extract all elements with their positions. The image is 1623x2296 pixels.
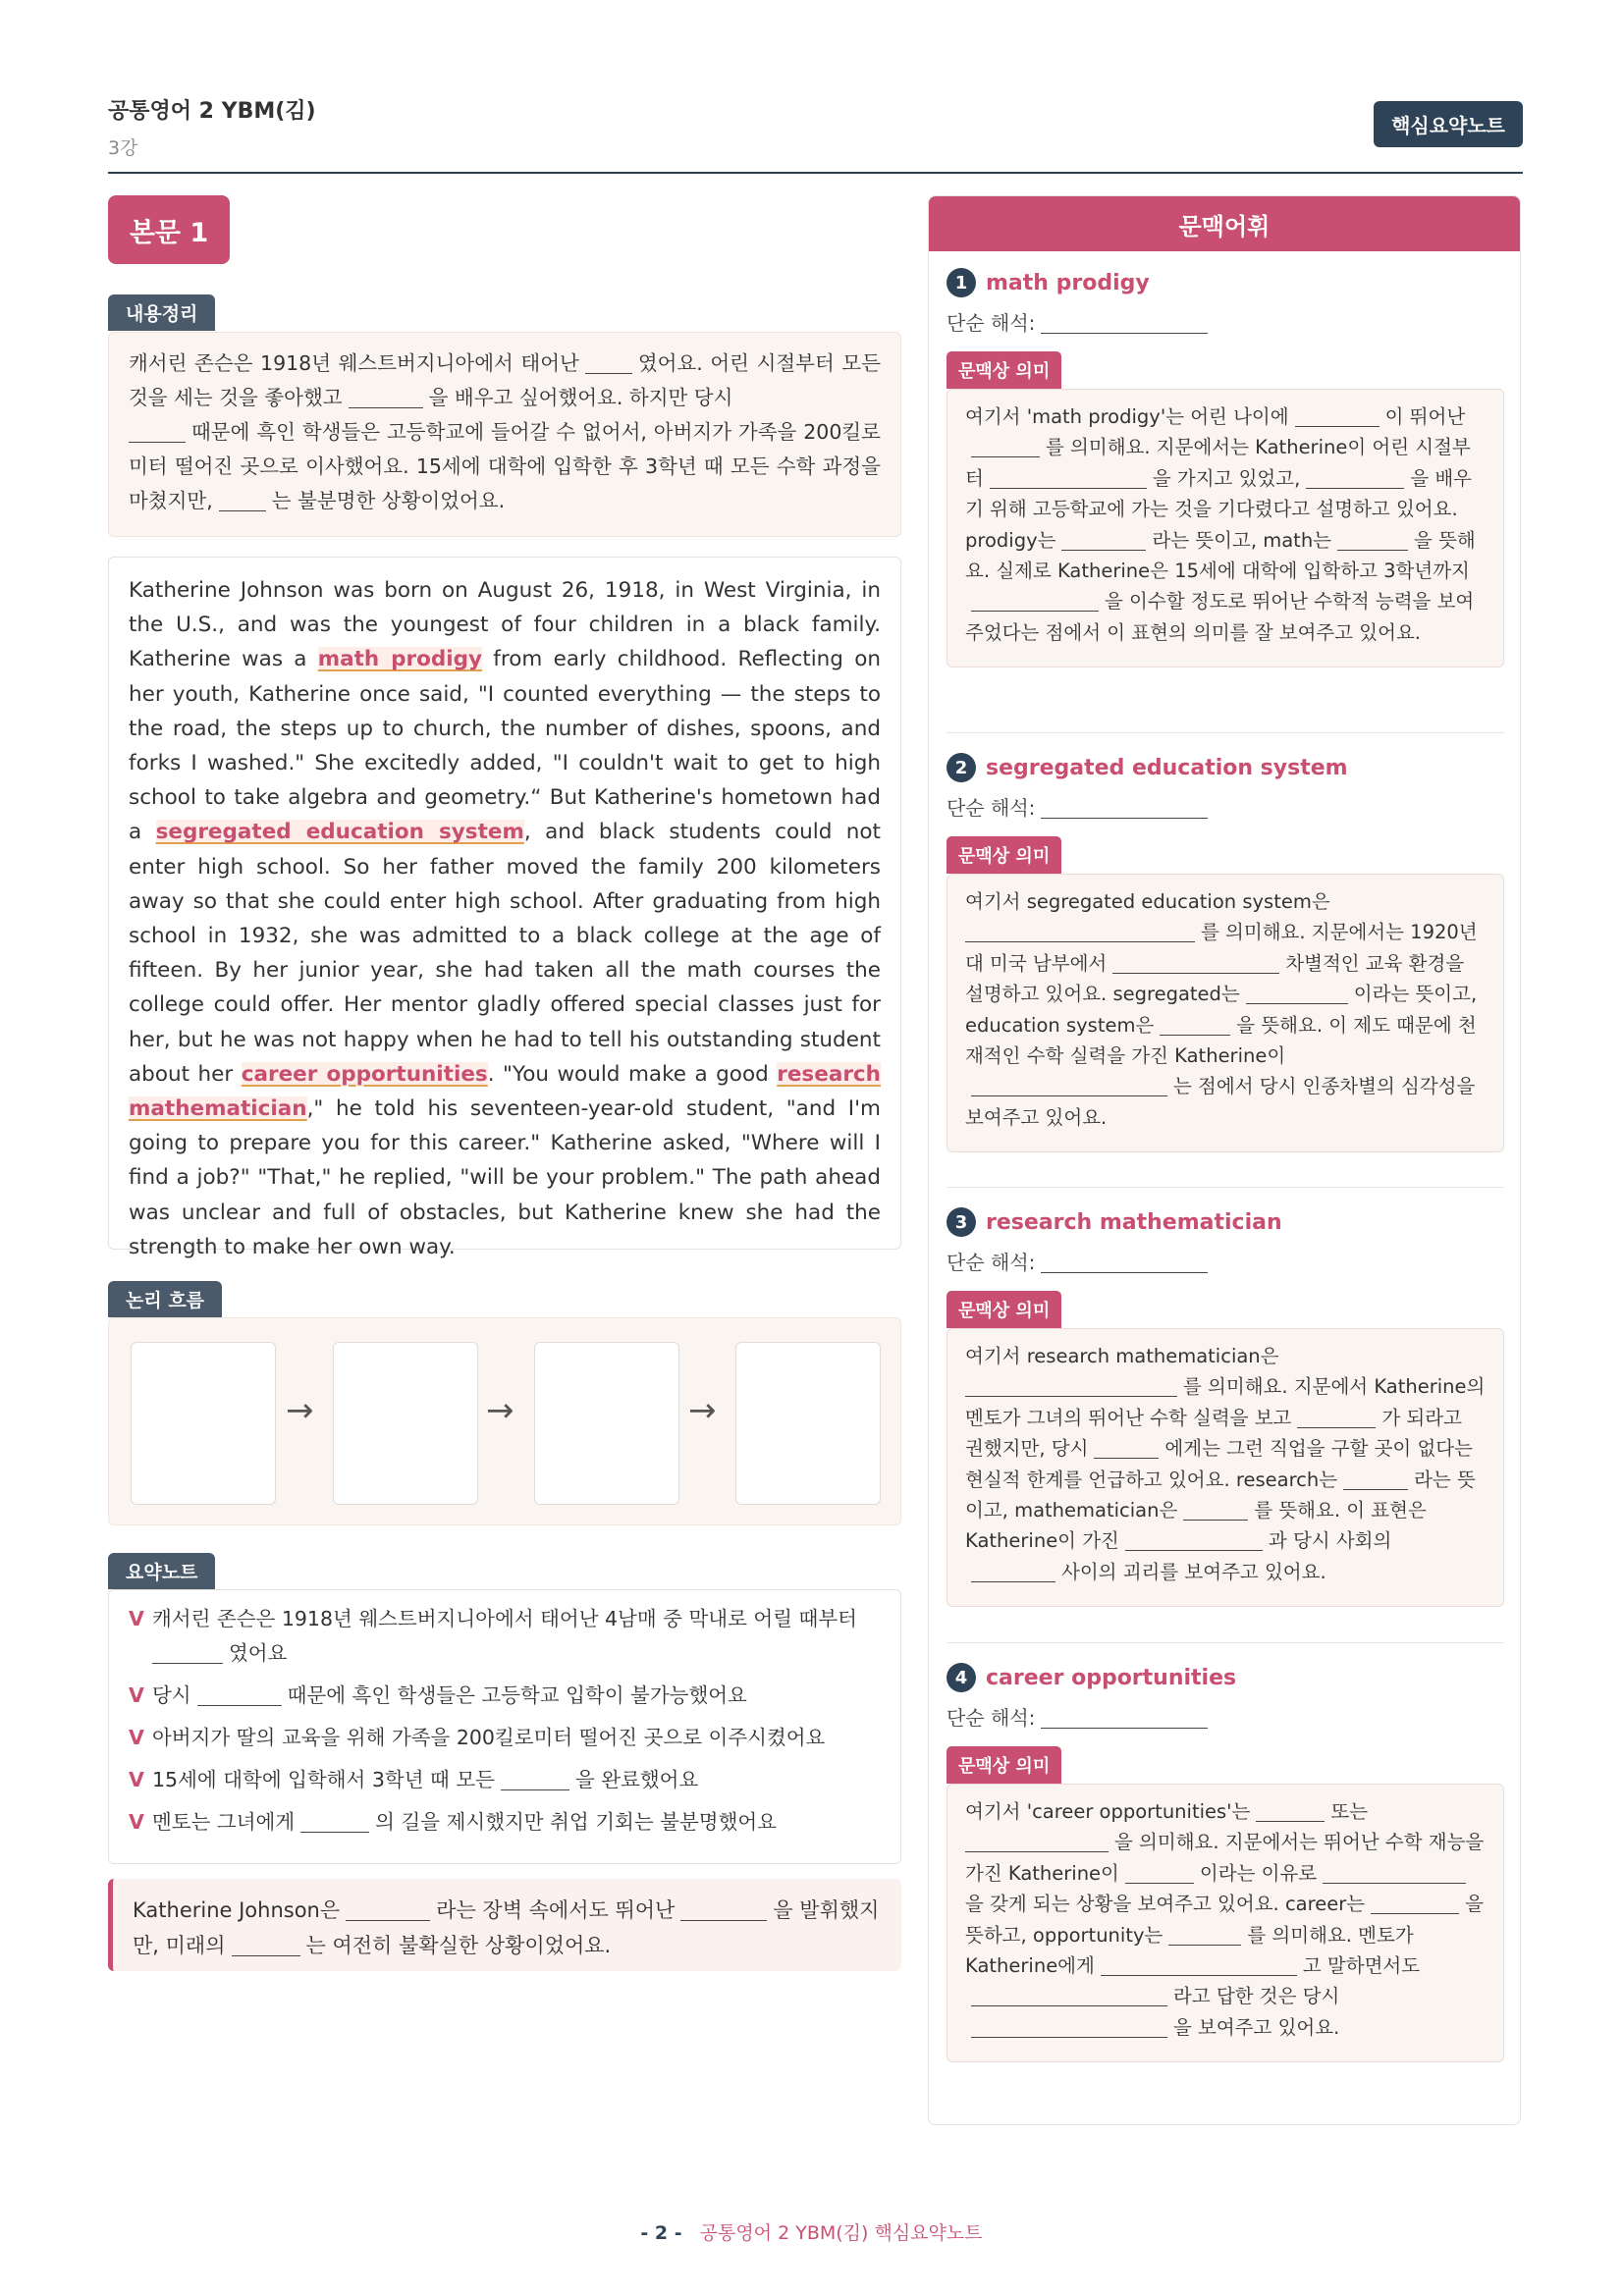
- meaning-text: 라는 뜻이고, mathematician은: [965, 1468, 1476, 1522]
- conclusion-text: 라는 장벽 속에서도 뛰어난: [436, 1898, 676, 1922]
- simple-translation-label: 단순 해석:: [947, 1706, 1036, 1730]
- meaning-text: 또는: [1330, 1800, 1369, 1823]
- blank-field[interactable]: [501, 1768, 569, 1790]
- highlight-math-prodigy[interactable]: math prodigy: [317, 647, 483, 672]
- blank-field[interactable]: [1112, 952, 1279, 973]
- simple-translation-blank[interactable]: [1041, 1252, 1208, 1273]
- meaning-text: 라고 답한 것은 당시: [1173, 1985, 1340, 2008]
- check-mark-icon: V: [129, 1768, 144, 1791]
- note-text: 의 길을 제시했지만 취업 기회는 불분명했어요: [375, 1810, 777, 1834]
- conclusion-text: 을 발휘했지만, 미래의: [133, 1898, 880, 1957]
- meaning-text: 에게는 그런 직업을 구할 곳이 없다는 현실적 한계를 언급하고 있어요. research는: [965, 1437, 1473, 1491]
- blank-field[interactable]: [1246, 984, 1348, 1004]
- number-badge: 3: [947, 1207, 976, 1237]
- summary-box: [108, 332, 901, 537]
- blank-field[interactable]: [1183, 1500, 1248, 1521]
- blank-field[interactable]: [1125, 1530, 1263, 1551]
- blank-field[interactable]: [965, 1376, 1177, 1397]
- note-text: 캐서린 존슨은 1918년 웨스트버지니아에서 태어난 4남매 중 막내로 어릴 때부터: [152, 1607, 857, 1630]
- highlight-career-opportunities[interactable]: career opportunities: [241, 1061, 488, 1087]
- blank-field[interactable]: [971, 591, 1099, 612]
- summary-text: 을 배우고 싶어했어요. 하지만 당시: [428, 386, 733, 409]
- blank-field[interactable]: [971, 1986, 1167, 2006]
- blank-field[interactable]: [197, 1683, 282, 1706]
- meaning-text: 를 의미해요. 지문에서는 1920년대 미국 남부에서: [965, 921, 1478, 975]
- summary-note-badge: 핵심요약노트: [1374, 101, 1523, 147]
- meaning-text: 차별적인 교육 환경을 설명하고 있어요. segregated는: [965, 951, 1465, 1006]
- summary-text: 는 불분명한 상황이었어요.: [271, 489, 506, 512]
- logic-flow-box: [108, 1317, 901, 1525]
- flow-step-box[interactable]: [534, 1342, 679, 1505]
- check-mark-icon: V: [129, 1683, 144, 1707]
- logic-flow-tag: 논리 흐름: [108, 1281, 222, 1317]
- number-badge: 1: [947, 268, 976, 297]
- blank-field[interactable]: [1306, 467, 1404, 488]
- context-meaning-tag: 문맥상 의미: [947, 1746, 1061, 1784]
- footer: [0, 2218, 1623, 2245]
- arrow-right-icon: →: [286, 1391, 314, 1430]
- blank-field[interactable]: [1297, 1407, 1376, 1427]
- simple-translation-blank[interactable]: [1041, 312, 1208, 334]
- simple-translation-blank[interactable]: [1041, 797, 1208, 819]
- flow-step-box[interactable]: [333, 1342, 478, 1505]
- blank-field[interactable]: [1337, 529, 1408, 550]
- context-meaning-box: [947, 1784, 1504, 2062]
- blank-field[interactable]: [1061, 529, 1146, 550]
- meaning-text: 라는 뜻이고, math는: [1152, 528, 1332, 552]
- note-text: 을 완료했어요: [574, 1768, 699, 1791]
- context-meaning-tag: 문맥상 의미: [947, 351, 1061, 389]
- meaning-text: 를 의미해요. 지문에서는 Katherine이 어린 시절부터: [965, 436, 1471, 490]
- section-title: 본문 1: [108, 195, 230, 264]
- note-text: 때문에 흑인 학생들은 고등학교 입학이 불가능했어요: [287, 1683, 747, 1707]
- note-text: 멘토는 그녀에게: [152, 1810, 296, 1834]
- blank-field[interactable]: [1168, 1924, 1241, 1945]
- vocab-term: research mathematician: [986, 1209, 1282, 1235]
- meaning-text: 여기서 'math prodigy'는 어린 나이에: [965, 405, 1289, 428]
- header-divider: [108, 172, 1523, 174]
- highlight-segregated-education-system[interactable]: segregated education system: [155, 820, 524, 845]
- divider: [947, 1642, 1504, 1643]
- note-item: [129, 1721, 881, 1755]
- check-mark-icon: V: [129, 1607, 144, 1630]
- meaning-text: 를 의미해요. 지문에서 Katherine의 멘토가 그녀의 뛰어난 수학 실력을 보고: [965, 1375, 1486, 1429]
- meaning-text: 이라는 뜻이고, education system은: [965, 983, 1478, 1037]
- meaning-text: 여기서 segregated education system은: [965, 890, 1330, 913]
- flow-step-box[interactable]: [735, 1342, 881, 1505]
- flow-step-box[interactable]: [131, 1342, 276, 1505]
- arrow-right-icon: →: [688, 1391, 717, 1430]
- check-mark-icon: V: [129, 1810, 144, 1834]
- meaning-text: 을 의미해요. 지문에서는 뛰어난 수학 재능을 가진 Katherine이: [965, 1831, 1485, 1885]
- blank-field[interactable]: [971, 437, 1040, 457]
- meaning-text: 가 되라고 권했지만, 당시: [965, 1406, 1462, 1461]
- arrow-right-icon: →: [486, 1391, 514, 1430]
- blank-field[interactable]: [971, 1076, 1167, 1096]
- blank-field[interactable]: [1160, 1014, 1230, 1035]
- blank-field[interactable]: [965, 1832, 1109, 1852]
- footer-title: 공통영어 2 YBM(김) 핵심요약노트: [699, 2222, 983, 2244]
- blank-field[interactable]: [300, 1810, 369, 1833]
- summary-text: 캐서린 존슨은 1918년 웨스트버지니아에서 태어난: [129, 351, 579, 375]
- check-mark-icon: V: [129, 1726, 144, 1749]
- summary-text: 때문에 흑인 학생들은 고등학교에 들어갈 수 없어서, 아버지가 가족을 200킬로미터 떨어진 곳으로 이사했어요. 15세에 대학에 입학한 후 3학년 때 모든 수학 과정을 마쳤지만,: [129, 420, 881, 512]
- number-badge: 2: [947, 753, 976, 782]
- context-meaning-box: [947, 874, 1504, 1152]
- meaning-text: 을 가지고 있었고,: [1152, 466, 1301, 490]
- passage-text: , and black students could not enter high school. So her father moved the family 200 kilometers away so that she could enter high school. After graduating from high school in 1932, she was admitted to a black college at the age of fifteen. By her junior year, she had taken all the math courses the college could offer. Her mentor gladly offered special classes just for her, but he was not happy when he had to tell his outstanding student about her: [129, 820, 881, 1087]
- blank-field[interactable]: [1323, 1862, 1466, 1883]
- passage-text: . "You would make a good: [487, 1061, 778, 1087]
- blank-field[interactable]: [129, 420, 186, 443]
- note-text: 아버지가 딸의 교육을 위해 가족을 200킬로미터 떨어진 곳으로 이주시켰어요: [152, 1726, 826, 1749]
- note-text: 15세에 대학에 입학해서 3학년 때 모든: [152, 1768, 495, 1791]
- passage-text: ," he told his seventeen-year-old student, "and I'm going to prepare you for this career." Katherine asked, "Where will I find a job?" "That," he replied, "will be your problem." The path ahead was unclear and full of obstacles, but Katherine knew she had the strength to make her own way.: [129, 1096, 881, 1259]
- meaning-text: 을 배우기 위해 고등학교에 가는 것을 기다렸다고 설명하고 있어요. prodigy는: [965, 466, 1473, 552]
- meaning-text: 을 뜻해요. 이 제도 때문에 천재적인 수학 실력을 가진 Katherine이: [965, 1013, 1477, 1068]
- vocab-item: [947, 1207, 1504, 1607]
- note-text: 였어요: [229, 1641, 288, 1665]
- note-text: 당시: [152, 1683, 191, 1707]
- blank-field[interactable]: [346, 1898, 430, 1921]
- highlight-research-mathematician[interactable]: research mathematician: [129, 1061, 881, 1122]
- blank-field[interactable]: [1295, 406, 1380, 427]
- course-title: 공통영어 2 YBM(김): [108, 99, 316, 124]
- vocab-term: math prodigy: [986, 270, 1150, 295]
- page-number: - 2 -: [640, 2222, 682, 2244]
- meaning-text: 사이의 괴리를 보여주고 있어요.: [1061, 1560, 1326, 1583]
- simple-translation-label: 단순 해석:: [947, 796, 1036, 820]
- blank-field[interactable]: [680, 1898, 767, 1921]
- conclusion-text: 는 여전히 불확실한 상황이었어요.: [305, 1934, 612, 1957]
- notes-tag: 요약노트: [108, 1553, 215, 1589]
- note-item: [129, 1763, 881, 1797]
- passage-text: Katherine Johnson was born on August 26, 1918, in West Virginia, in the U.S., and was the youngest of four children in a black family. Katherine was a: [129, 578, 881, 672]
- blank-field[interactable]: [971, 1561, 1055, 1581]
- meaning-text: 이라는 이유로: [1199, 1861, 1318, 1885]
- blank-field[interactable]: [1094, 1438, 1159, 1459]
- meaning-text: 여기서 research mathematician은: [965, 1345, 1279, 1367]
- blank-field[interactable]: [1101, 1955, 1297, 1976]
- vocab-item: [947, 268, 1504, 667]
- meaning-text: 을 뜻하고, opportunity는: [965, 1893, 1484, 1947]
- blank-field[interactable]: [965, 922, 1195, 942]
- simple-translation-blank[interactable]: [1041, 1707, 1208, 1729]
- blank-field[interactable]: [1371, 1894, 1459, 1914]
- simple-translation-label: 단순 해석:: [947, 311, 1036, 335]
- blank-field[interactable]: [232, 1934, 300, 1956]
- meaning-text: 이 뛰어난: [1384, 405, 1466, 428]
- lesson-label: 3강: [108, 137, 138, 159]
- blank-field[interactable]: [1125, 1862, 1194, 1883]
- context-meaning-tag: 문맥상 의미: [947, 1291, 1061, 1328]
- blank-field[interactable]: [971, 2016, 1167, 2037]
- divider: [947, 732, 1504, 733]
- number-badge: 4: [947, 1663, 976, 1692]
- meaning-text: 을 보여주고 있어요.: [1173, 2015, 1340, 2039]
- summary-text: 였어요. 어린 시절부터 모든 것을 세는 것을 좋아했고: [129, 351, 881, 409]
- blank-field[interactable]: [585, 351, 632, 374]
- blank-field[interactable]: [349, 386, 423, 408]
- meaning-text: 과 당시 사회의: [1268, 1529, 1392, 1553]
- context-meaning-tag: 문맥상 의미: [947, 836, 1061, 874]
- blank-field[interactable]: [1256, 1801, 1325, 1822]
- simple-translation-label: 단순 해석:: [947, 1251, 1036, 1274]
- meaning-text: 는 점에서 당시 인종차별의 심각성을 보여주고 있어요.: [965, 1075, 1476, 1129]
- meaning-text: 를 뜻해요. 이 표현은 Katherine이 가진: [965, 1499, 1427, 1553]
- vocab-term: segregated education system: [986, 755, 1348, 780]
- note-item: [129, 1679, 881, 1713]
- vocab-item: [947, 1663, 1504, 2062]
- passage-text: from early childhood. Reflecting on her youth, Katherine once said, "I counted everything — the steps to the road, the steps up to church, the number of dishes, spoons, and forks I washed." She excitedly added, "I couldn't wait to get to high school to take algebra and geometry.“ But Katherine's hometown had a: [129, 647, 881, 845]
- notes-box: [108, 1589, 901, 1864]
- blank-field[interactable]: [1343, 1468, 1408, 1489]
- note-item: [129, 1602, 881, 1671]
- meaning-text: 을 갖게 되는 상황을 보여주고 있어요. career는: [965, 1893, 1366, 1916]
- meaning-text: 을 뜻해요. 실제로 Katherine은 15세에 대학에 입학하고 3학년까지: [965, 528, 1476, 583]
- conclusion-box: [108, 1879, 901, 1971]
- meaning-text: 을 이수할 정도로 뛰어난 수학적 능력을 보여주었다는 점에서 이 표현의 의미를 잘 보여주고 있어요.: [965, 590, 1475, 644]
- meaning-text: 를 의미해요. 멘토가 Katherine에게: [965, 1923, 1414, 1978]
- divider: [947, 1187, 1504, 1188]
- meaning-text: 고 말하면서도: [1302, 1954, 1421, 1978]
- summary-tag: 내용정리: [108, 294, 215, 331]
- vocab-item: [947, 753, 1504, 1152]
- conclusion-text: Katherine Johnson은: [133, 1898, 341, 1922]
- context-meaning-box: [947, 389, 1504, 667]
- vocab-term: career opportunities: [986, 1665, 1237, 1690]
- passage-box: [108, 557, 901, 1259]
- meaning-text: 여기서 'career opportunities'는: [965, 1800, 1251, 1823]
- context-vocab-panel: [928, 195, 1521, 2125]
- blank-field[interactable]: [219, 489, 266, 511]
- context-meaning-box: [947, 1328, 1504, 1607]
- blank-field[interactable]: [990, 467, 1147, 488]
- note-item: [129, 1805, 881, 1840]
- blank-field[interactable]: [152, 1641, 223, 1664]
- context-vocab-header: 문맥어휘: [929, 196, 1520, 251]
